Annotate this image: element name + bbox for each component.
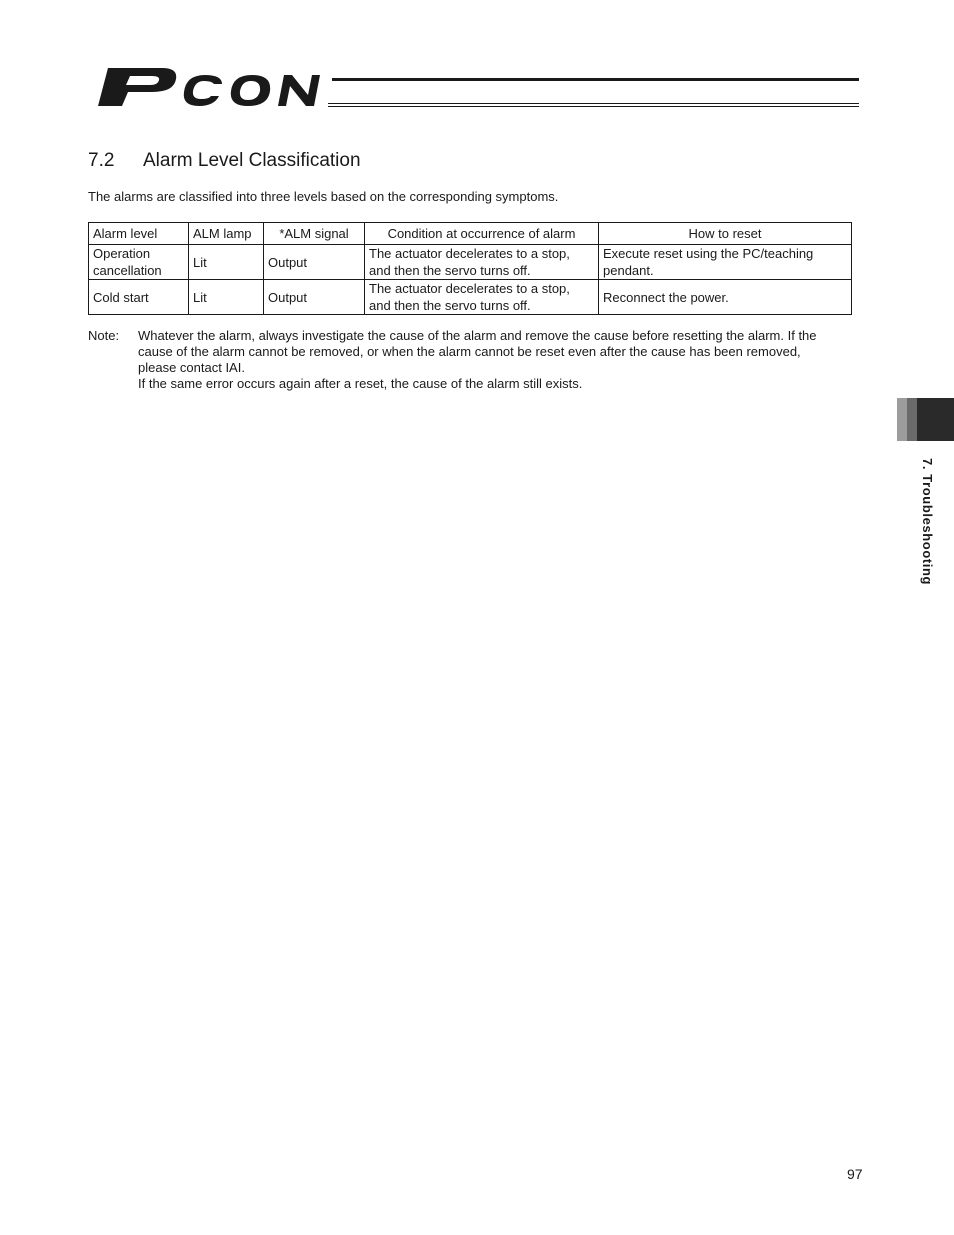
header-condition: Condition at occurrence of alarm bbox=[365, 223, 599, 245]
header-alarm-level: Alarm level bbox=[89, 223, 189, 245]
chapter-tab-mid bbox=[907, 398, 917, 441]
chapter-tab-light bbox=[897, 398, 907, 441]
cell-alarm-level: Operation cancellation bbox=[89, 245, 189, 280]
section-heading bbox=[88, 150, 361, 172]
header-how-to-reset: How to reset bbox=[599, 223, 852, 245]
note-line: If the same error occurs again after a reset, the cause of the alarm still exists. bbox=[138, 376, 583, 391]
cell-how-to-reset: Reconnect the power. bbox=[599, 280, 852, 315]
alarm-level-table bbox=[88, 222, 852, 315]
pcon-logo bbox=[94, 62, 334, 112]
cell-alm-signal: Output bbox=[264, 245, 365, 280]
table-header-row bbox=[89, 223, 852, 245]
note-line: please contact IAI. bbox=[138, 360, 245, 375]
header-alm-lamp: ALM lamp bbox=[189, 223, 264, 245]
cell-alm-lamp: Lit bbox=[189, 245, 264, 280]
section-number: 7.2 bbox=[88, 150, 115, 171]
cell-alarm-level: Cold start bbox=[89, 280, 189, 315]
cell-alm-signal: Output bbox=[264, 280, 365, 315]
note-body bbox=[138, 328, 868, 392]
cell-how-to-reset: Execute reset using the PC/teaching pendant. bbox=[599, 245, 852, 280]
section-title: Alarm Level Classification bbox=[143, 150, 361, 171]
intro-paragraph: The alarms are classified into three levels based on the corresponding symptoms. bbox=[88, 189, 559, 204]
page-number: 97 bbox=[847, 1166, 863, 1182]
table-row bbox=[89, 245, 852, 280]
note-line: cause of the alarm cannot be removed, or when the alarm cannot be reset even after the cause has been removed, bbox=[138, 344, 801, 359]
table-row bbox=[89, 280, 852, 315]
cell-condition: The actuator decelerates to a stop, and then the servo turns off. bbox=[365, 280, 599, 315]
header-alm-signal: *ALM signal bbox=[264, 223, 365, 245]
note-label: Note: bbox=[88, 328, 120, 343]
header-rule-thin-top bbox=[328, 103, 859, 104]
header-rule-thin-bottom bbox=[328, 106, 859, 107]
header-rule-thick bbox=[332, 78, 859, 81]
chapter-tab-dark bbox=[917, 398, 954, 441]
chapter-side-label: 7. Troubleshooting bbox=[920, 458, 935, 586]
note-line: Whatever the alarm, always investigate the cause of the alarm and remove the cause before resetting the alarm. If the bbox=[138, 328, 817, 343]
cell-condition: The actuator decelerates to a stop, and then the servo turns off. bbox=[365, 245, 599, 280]
cell-alm-lamp: Lit bbox=[189, 280, 264, 315]
